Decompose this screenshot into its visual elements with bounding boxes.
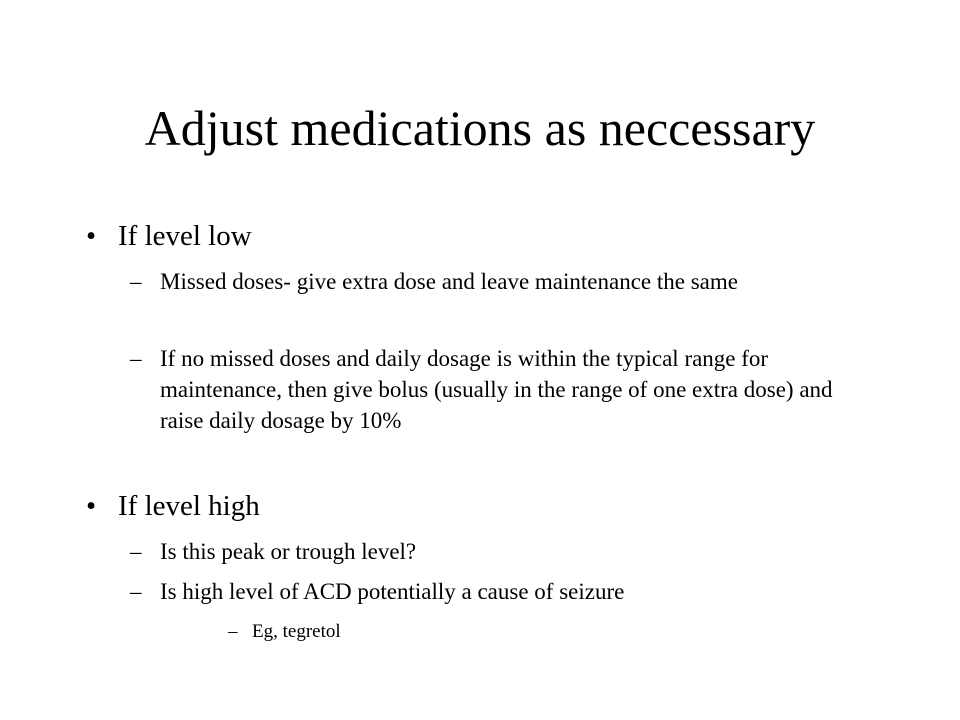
sub-item-text: Is high level of ACD potentially a cause of seizure <box>160 579 625 604</box>
sub-item-text: If no missed doses and daily dosage is within the typical range for maintenance, then give bolus (usually in the range of one extra dose) and raise daily dosage by 10% <box>160 346 833 433</box>
sub-item-no-missed-doses <box>130 343 870 436</box>
dash-icon: – <box>130 269 142 294</box>
sub-item-acd-seizure <box>130 576 870 607</box>
bullet-text: If level high <box>118 490 260 522</box>
dash-icon: – <box>130 579 142 604</box>
dash-icon: – <box>130 539 142 564</box>
sub-sub-item-example <box>228 620 341 644</box>
slide-title: Adjust medications as neccessary <box>144 100 816 156</box>
sub-item-text: Missed doses- give extra dose and leave maintenance the same <box>160 269 738 294</box>
sub-item-peak-trough <box>130 536 870 567</box>
sub-item-missed-doses <box>130 266 870 297</box>
sub-sub-item-text: Eg, tegretol <box>252 621 341 642</box>
bullet-icon: • <box>86 490 97 522</box>
dash-icon: – <box>228 621 238 642</box>
bullet-text: If level low <box>118 220 252 252</box>
bullet-icon: • <box>86 220 97 252</box>
dash-icon: – <box>130 346 142 371</box>
sub-item-text: Is this peak or trough level? <box>160 539 417 564</box>
